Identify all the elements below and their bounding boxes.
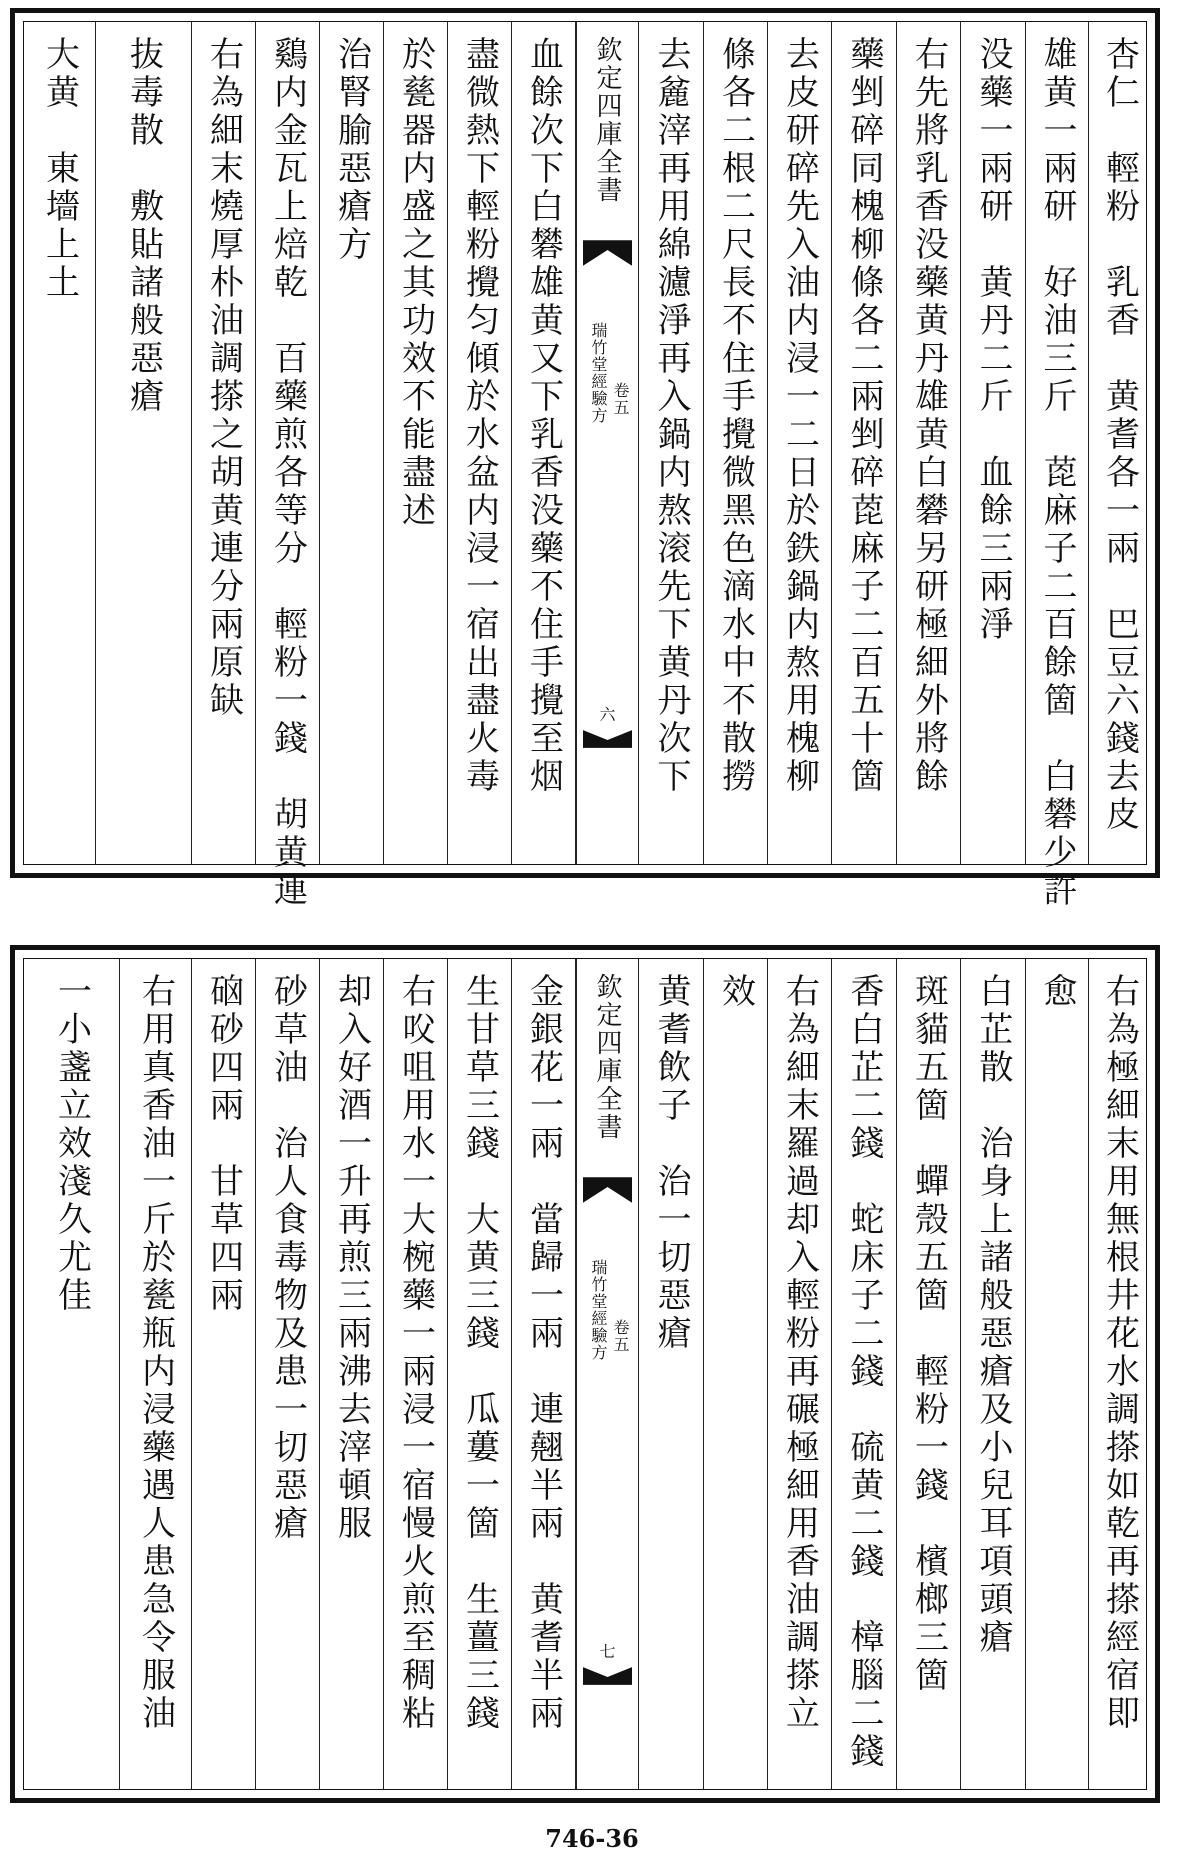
fish-tail-mark-bottom bbox=[583, 1667, 632, 1685]
column-text: 右為細末燒厚朴油調搽之胡黄連分兩原缺 bbox=[203, 36, 244, 720]
column-text: 砂草油 治人食毒物及患一切惡瘡 bbox=[267, 973, 308, 1543]
column-text: 右㕮咀用水一大椀藥一兩浸一宿慢火煎至稠粘 bbox=[395, 973, 436, 1733]
banner-title: 欽定四庫全書 bbox=[592, 36, 622, 204]
fish-tail-mark-bottom bbox=[583, 730, 632, 748]
text-column bbox=[1089, 959, 1150, 1789]
text-column bbox=[639, 959, 704, 1789]
banner-volume: 卷五 bbox=[611, 1319, 630, 1353]
column-text: 一小盞立效淺久尤佳 bbox=[51, 973, 92, 1315]
text-column bbox=[1089, 22, 1150, 864]
text-column bbox=[384, 959, 448, 1789]
text-column bbox=[1026, 22, 1089, 910]
fish-tail-mark-top bbox=[583, 1177, 632, 1203]
banner-page-number: 六 bbox=[599, 705, 616, 724]
text-column bbox=[448, 22, 512, 864]
text-column bbox=[961, 22, 1026, 864]
text-column bbox=[897, 959, 961, 1789]
column-text: 硇砂四兩 甘草四兩 bbox=[203, 973, 244, 1315]
column-text: 大黄 東墻上土 bbox=[39, 36, 80, 302]
text-column bbox=[639, 22, 704, 864]
column-text: 鷄内金瓦上焙乾 百藥煎各等分 輕粉一錢 胡黄連 bbox=[267, 36, 308, 910]
text-column bbox=[448, 959, 512, 1789]
column-text: 去麄滓再用綿濾淨再入鍋内熬滚先下黄丹次下 bbox=[651, 36, 691, 796]
text-column bbox=[320, 22, 384, 864]
column-text: 雄黄一兩研 好油三斤 萞麻子二百餘箇 白礬少許 bbox=[1037, 36, 1077, 910]
page-top bbox=[10, 8, 1160, 910]
text-column bbox=[384, 22, 448, 864]
scan-page-number: 746-36 bbox=[545, 1824, 639, 1853]
banner-book-title: 瑞竹堂經驗方 bbox=[589, 322, 608, 424]
column-text: 香白芷二錢 蛇床子二錢 硫黄二錢 樟腦二錢 bbox=[844, 973, 884, 1771]
text-column bbox=[832, 22, 897, 864]
column-text: 黄耆飲子 治一切惡瘡 bbox=[651, 973, 691, 1353]
text-column bbox=[192, 22, 256, 864]
text-column bbox=[1026, 959, 1089, 1789]
text-column bbox=[832, 959, 897, 1789]
text-column bbox=[704, 22, 768, 864]
text-column bbox=[256, 22, 320, 910]
text-column bbox=[768, 959, 832, 1789]
column-text: 没藥一兩研 黄丹二斤 血餘三兩淨 bbox=[973, 36, 1013, 644]
column-text: 血餘次下白礬雄黄又下乳香没藥不住手攪至烟 bbox=[523, 36, 564, 796]
fish-tail-mark-top bbox=[583, 240, 632, 266]
text-column bbox=[512, 959, 576, 1789]
column-text: 藥剉碎同槐柳條各二兩剉碎萞麻子二百五十箇 bbox=[844, 36, 884, 796]
column-text: 杏仁 輕粉 乳香 黄耆各一兩 巴豆六錢去皮 bbox=[1099, 36, 1140, 834]
column-text: 抜毒散 敷貼諸般惡瘡 bbox=[123, 36, 164, 416]
banner-title: 欽定四庫全書 bbox=[592, 973, 622, 1141]
text-column bbox=[256, 959, 320, 1789]
page-top-frame bbox=[23, 21, 1147, 910]
banner-volume: 卷五 bbox=[611, 382, 630, 416]
column-text: 效 bbox=[715, 973, 756, 1011]
column-text: 斑貓五箇 蟬殼五箇 輕粉一錢 檳榔三箇 bbox=[908, 973, 949, 1695]
column-text: 條各二根二尺長不住手攪微黑色滴水中不散撈 bbox=[715, 36, 756, 796]
column-text: 金銀花一兩 當歸一兩 連翹半兩 黄耆半兩 bbox=[523, 973, 564, 1733]
text-column bbox=[768, 22, 832, 864]
text-column bbox=[704, 959, 768, 1789]
column-text: 生甘草三錢 大黄三錢 瓜蔞一箇 生薑三錢 bbox=[459, 973, 500, 1733]
banner-book-title: 瑞竹堂經驗方 bbox=[589, 1259, 608, 1361]
text-column bbox=[120, 959, 192, 1789]
page-bottom-frame bbox=[23, 958, 1147, 1790]
column-text: 白芷散 治身上諸般惡瘡及小兒耳項頭瘡 bbox=[973, 973, 1013, 1657]
column-text: 右為極細末用無根井花水調搽如乾再搽經宿即 bbox=[1099, 973, 1140, 1733]
banner-page-number: 七 bbox=[599, 1642, 616, 1661]
text-column bbox=[512, 22, 576, 864]
text-column bbox=[897, 22, 961, 864]
column-text: 愈 bbox=[1037, 973, 1077, 1011]
text-column bbox=[192, 959, 256, 1789]
column-text: 於甆器内盛之其功效不能盡述 bbox=[395, 36, 436, 530]
column-text: 却入好酒一升再煎三兩沸去滓頓服 bbox=[331, 973, 372, 1543]
column-text: 盡微熱下輕粉攪匀傾於水盆内浸一宿出盡火毒 bbox=[459, 36, 500, 796]
column-text: 治腎腧惡瘡方 bbox=[331, 36, 372, 264]
text-column bbox=[320, 959, 384, 1789]
column-text: 右為細末羅過却入輕粉再碾極細用香油調搽立 bbox=[779, 973, 820, 1733]
text-column bbox=[24, 959, 120, 1789]
text-column bbox=[24, 22, 96, 864]
column-text: 右用真香油一斤於甆瓶内浸藥遇人患急令服油 bbox=[135, 973, 176, 1733]
page-bottom bbox=[10, 945, 1160, 1803]
center-banner bbox=[576, 959, 639, 1789]
text-column bbox=[961, 959, 1026, 1789]
column-text: 右先將乳香没藥黄丹雄黄白礬另研極細外將餘 bbox=[908, 36, 949, 796]
center-banner bbox=[576, 22, 639, 864]
text-column bbox=[96, 22, 192, 864]
column-text: 去皮研碎先入油内浸一二日於鉄鍋内熬用槐柳 bbox=[779, 36, 820, 796]
